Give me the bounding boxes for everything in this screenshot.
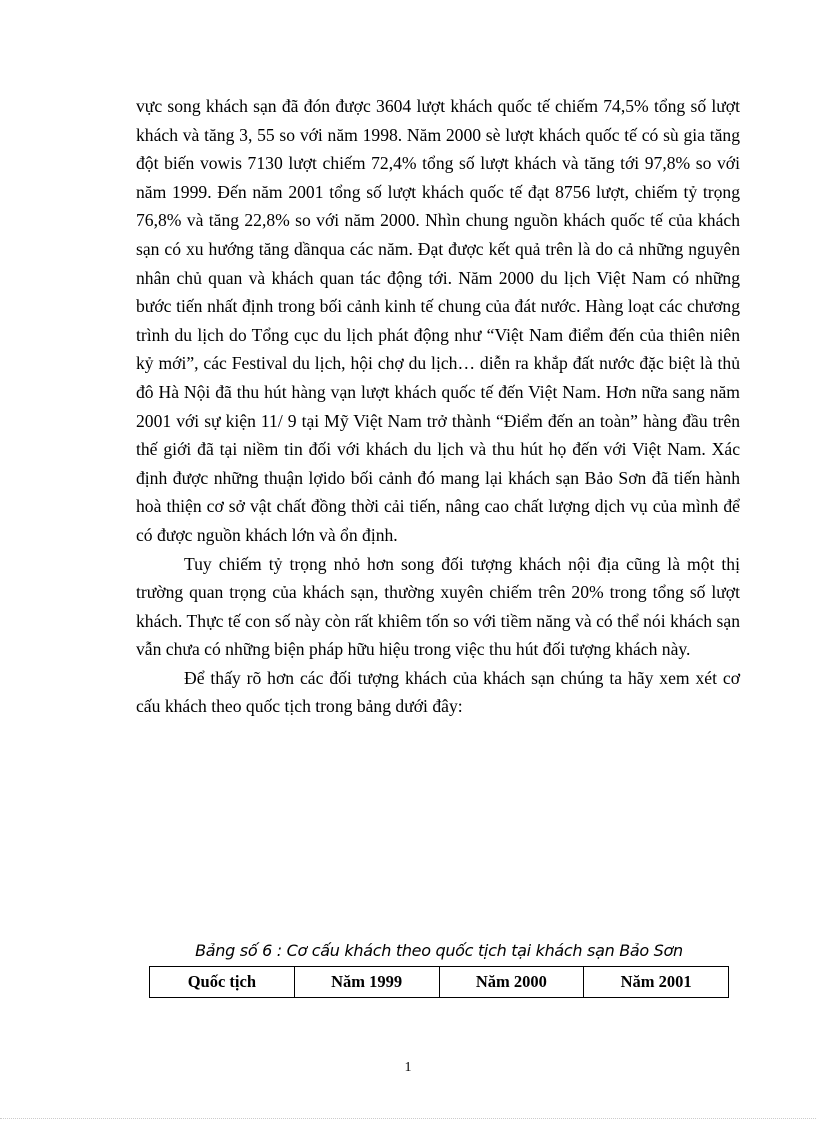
paragraph-2: Tuy chiếm tỷ trọng nhỏ hơn song đối tượng khách nội địa cũng là một thị trường quan trọng của khách sạn, thường xuyên chiếm trên 20% trong tổng số lượt khách. Thực tế con số này còn rất khiêm tốn so với tiềm năng và có thể nói khách sạn vẫn chưa có những biện pháp hữu hiệu trong việc thu hút đối tượng khách này. xyxy=(136,553,740,660)
paragraph-3: Để thấy rõ hơn các đối tượng khách của khách sạn chúng ta hãy xem xét cơ cấu khách theo quốc tịch trong bảng dưới đây: xyxy=(136,667,740,717)
nationality-table xyxy=(149,966,729,998)
header-year-2001: Năm 2001 xyxy=(584,967,729,998)
document-body xyxy=(136,92,740,721)
header-year-2000: Năm 2000 xyxy=(439,967,584,998)
header-year-1999: Năm 1999 xyxy=(294,967,439,998)
table-header-row xyxy=(150,967,729,998)
page-number: 1 xyxy=(404,1060,412,1075)
table-caption: Bảng số 6 : Cơ cấu khách theo quốc tịch tại khách sạn Bảo Sơn xyxy=(195,941,683,960)
paragraph-1: vực song khách sạn đã đón được 3604 lượt khách quốc tế chiếm 74,5% tổng số lượt khách và tăng 3, 55 so với năm 1998. Năm 2000 sè lượt khách quốc tế có sù gia tăng đột biến vowis 7130 lượt chiếm 72,4% tổng số lượt khách và tăng tới 97,8% so với năm 1999. Đến năm 2001 tổng số lượt khách quốc tế đạt 8756 lượt, chiếm tỷ trọng 76,8% và tăng 22,8% so với năm 2000. Nhìn chung nguồn khách quốc tế của khách sạn có xu hướng tăng dầnqua các năm. Đạt được kết quả trên là do cả những nguyên nhân chủ quan và khách quan tác động tới. Năm 2000 du lịch Việt Nam có những bước tiến nhất định trong bối cảnh kinh tế chung của đát nước. Hàng loạt các chương trình du lịch do Tổng cục du lịch phát động như “Việt Nam điểm đến của thiên niên kỷ mới”, các Festival du lịch, hội chợ du lịch… diễn ra khắp đất nước đặc biệt là thủ đô Hà Nội đã thu hút hàng vạn lượt khách quốc tế đến Việt Nam. Hơn nữa sang năm 2001 với sự kiện 11/ 9 tại Mỹ Việt Nam trở thành “Điểm đến an toàn” hàng đầu trên thế giới đã tại niềm tin đối với khách du lịch và thu hút họ đến với Việt Nam. Xác định được những thuận lợido bối cảnh đó mang lại khách sạn Bảo Sơn đã tiến hành hoà thiện cơ sở vật chất đồng thời cải tiến, nâng cao chất lượng dịch vụ của mình để có được nguồn khách lớn và ổn định. xyxy=(136,96,740,545)
header-nationality: Quốc tịch xyxy=(150,967,295,998)
page-bottom-divider xyxy=(0,1118,816,1119)
